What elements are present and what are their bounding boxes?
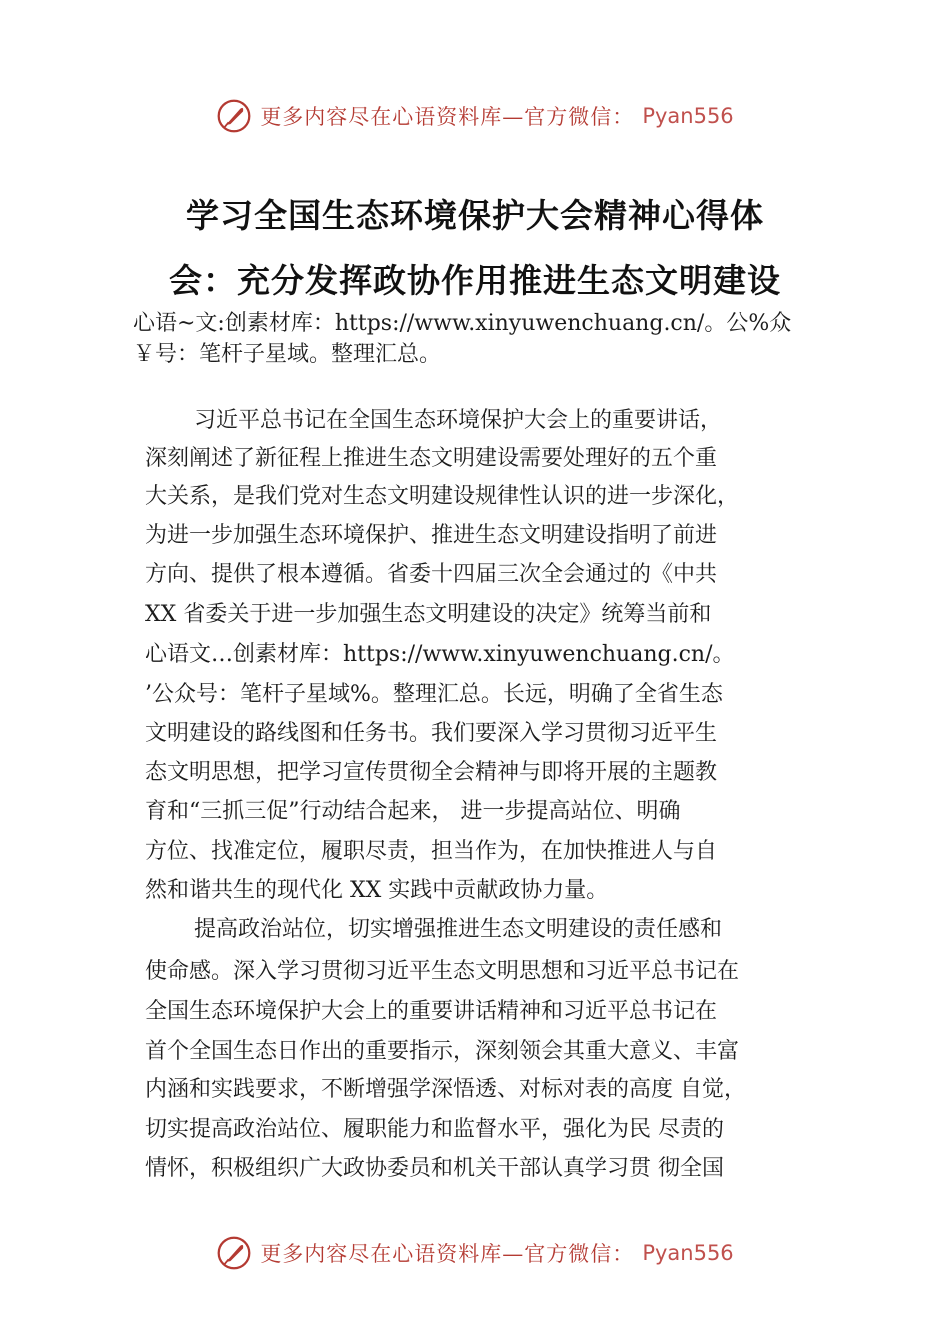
- body-line: 习近平总书记在全国生态环境保护大会上的重要讲话，: [194, 408, 723, 433]
- body-line: 深刻阐述了新征程上推进生态文明建设需要处理好的五个重: [145, 446, 718, 471]
- body-line: 大关系，是我们党对生态文明建设规律性认识的进一步深化，: [145, 484, 740, 509]
- body-line: XX 省委关于进一步加强生态文明建设的决定》统筹当前和: [145, 602, 712, 627]
- feather-pen-logo-icon: [216, 1235, 252, 1271]
- body-line: 首个全国生态日作出的重要指示，深刻领会其重大意义、丰富: [145, 1039, 740, 1064]
- body-line: 切实提高政治站位、履职能力和监督水平，强化为民 尽责的: [145, 1117, 724, 1142]
- document-title-line-2: 会：充分发挥政协作用推进生态文明建设: [169, 261, 781, 300]
- body-line: 态文明思想，把学习宣传贯彻全会精神与即将开展的主题教: [145, 760, 718, 785]
- body-line: 为进一步加强生态环境保护、推进生态文明建设指明了前进: [145, 523, 718, 548]
- body-line: 内涵和实践要求，不断增强学深悟透、对标对表的高度 自觉，: [145, 1077, 746, 1102]
- footer-banner: [0, 1230, 950, 1276]
- body-line: ’公众号：笔杆子星域%。整理汇总。长远，明确了全省生态: [145, 682, 723, 707]
- wechat-id: Pyan556: [642, 104, 734, 128]
- body-line: 文明建设的路线图和任务书。我们要深入学习贯彻习近平生: [145, 721, 718, 746]
- wechat-id: Pyan556: [642, 1241, 734, 1265]
- body-line: 心语文…创素材库：https://www.xinyuwenchuang.cn/。: [145, 642, 735, 667]
- feather-pen-logo-icon: [216, 98, 252, 134]
- source-line-1: 心语~文:创素材库：https://www.xinyuwenchuang.cn/。公%众: [133, 311, 792, 336]
- body-line: 情怀，积极组织广大政协委员和机关干部认真学习贯 彻全国: [145, 1156, 724, 1181]
- document-title-line-1: 学习全国生态环境保护大会精神心得体: [186, 196, 764, 235]
- body-line: 育和“三抓三促”行动结合起来， 进一步提高站位、明确: [145, 799, 681, 824]
- body-line: 全国生态环境保护大会上的重要讲话精神和习近平总书记在: [145, 999, 718, 1024]
- body-line: 然和谐共生的现代化 XX 实践中贡献政协力量。: [145, 878, 609, 903]
- body-line: 方向、提供了根本遵循。省委十四届三次全会通过的《中共: [145, 562, 718, 587]
- body-line: 使命感。深入学习贯彻习近平生态文明思想和习近平总书记在: [145, 959, 740, 984]
- body-line: 方位、找准定位，履职尽责，担当作为，在加快推进人与自: [145, 839, 718, 864]
- promo-text: 更多内容尽在心语资料库—官方微信：: [260, 1242, 635, 1266]
- promo-text: 更多内容尽在心语资料库—官方微信：: [260, 105, 635, 129]
- body-line: 提高政治站位，切实增强推进生态文明建设的责任感和: [194, 917, 723, 942]
- source-line-2: ￥号：笔杆子星域。整理汇总。: [133, 342, 442, 367]
- header-banner: [0, 93, 950, 139]
